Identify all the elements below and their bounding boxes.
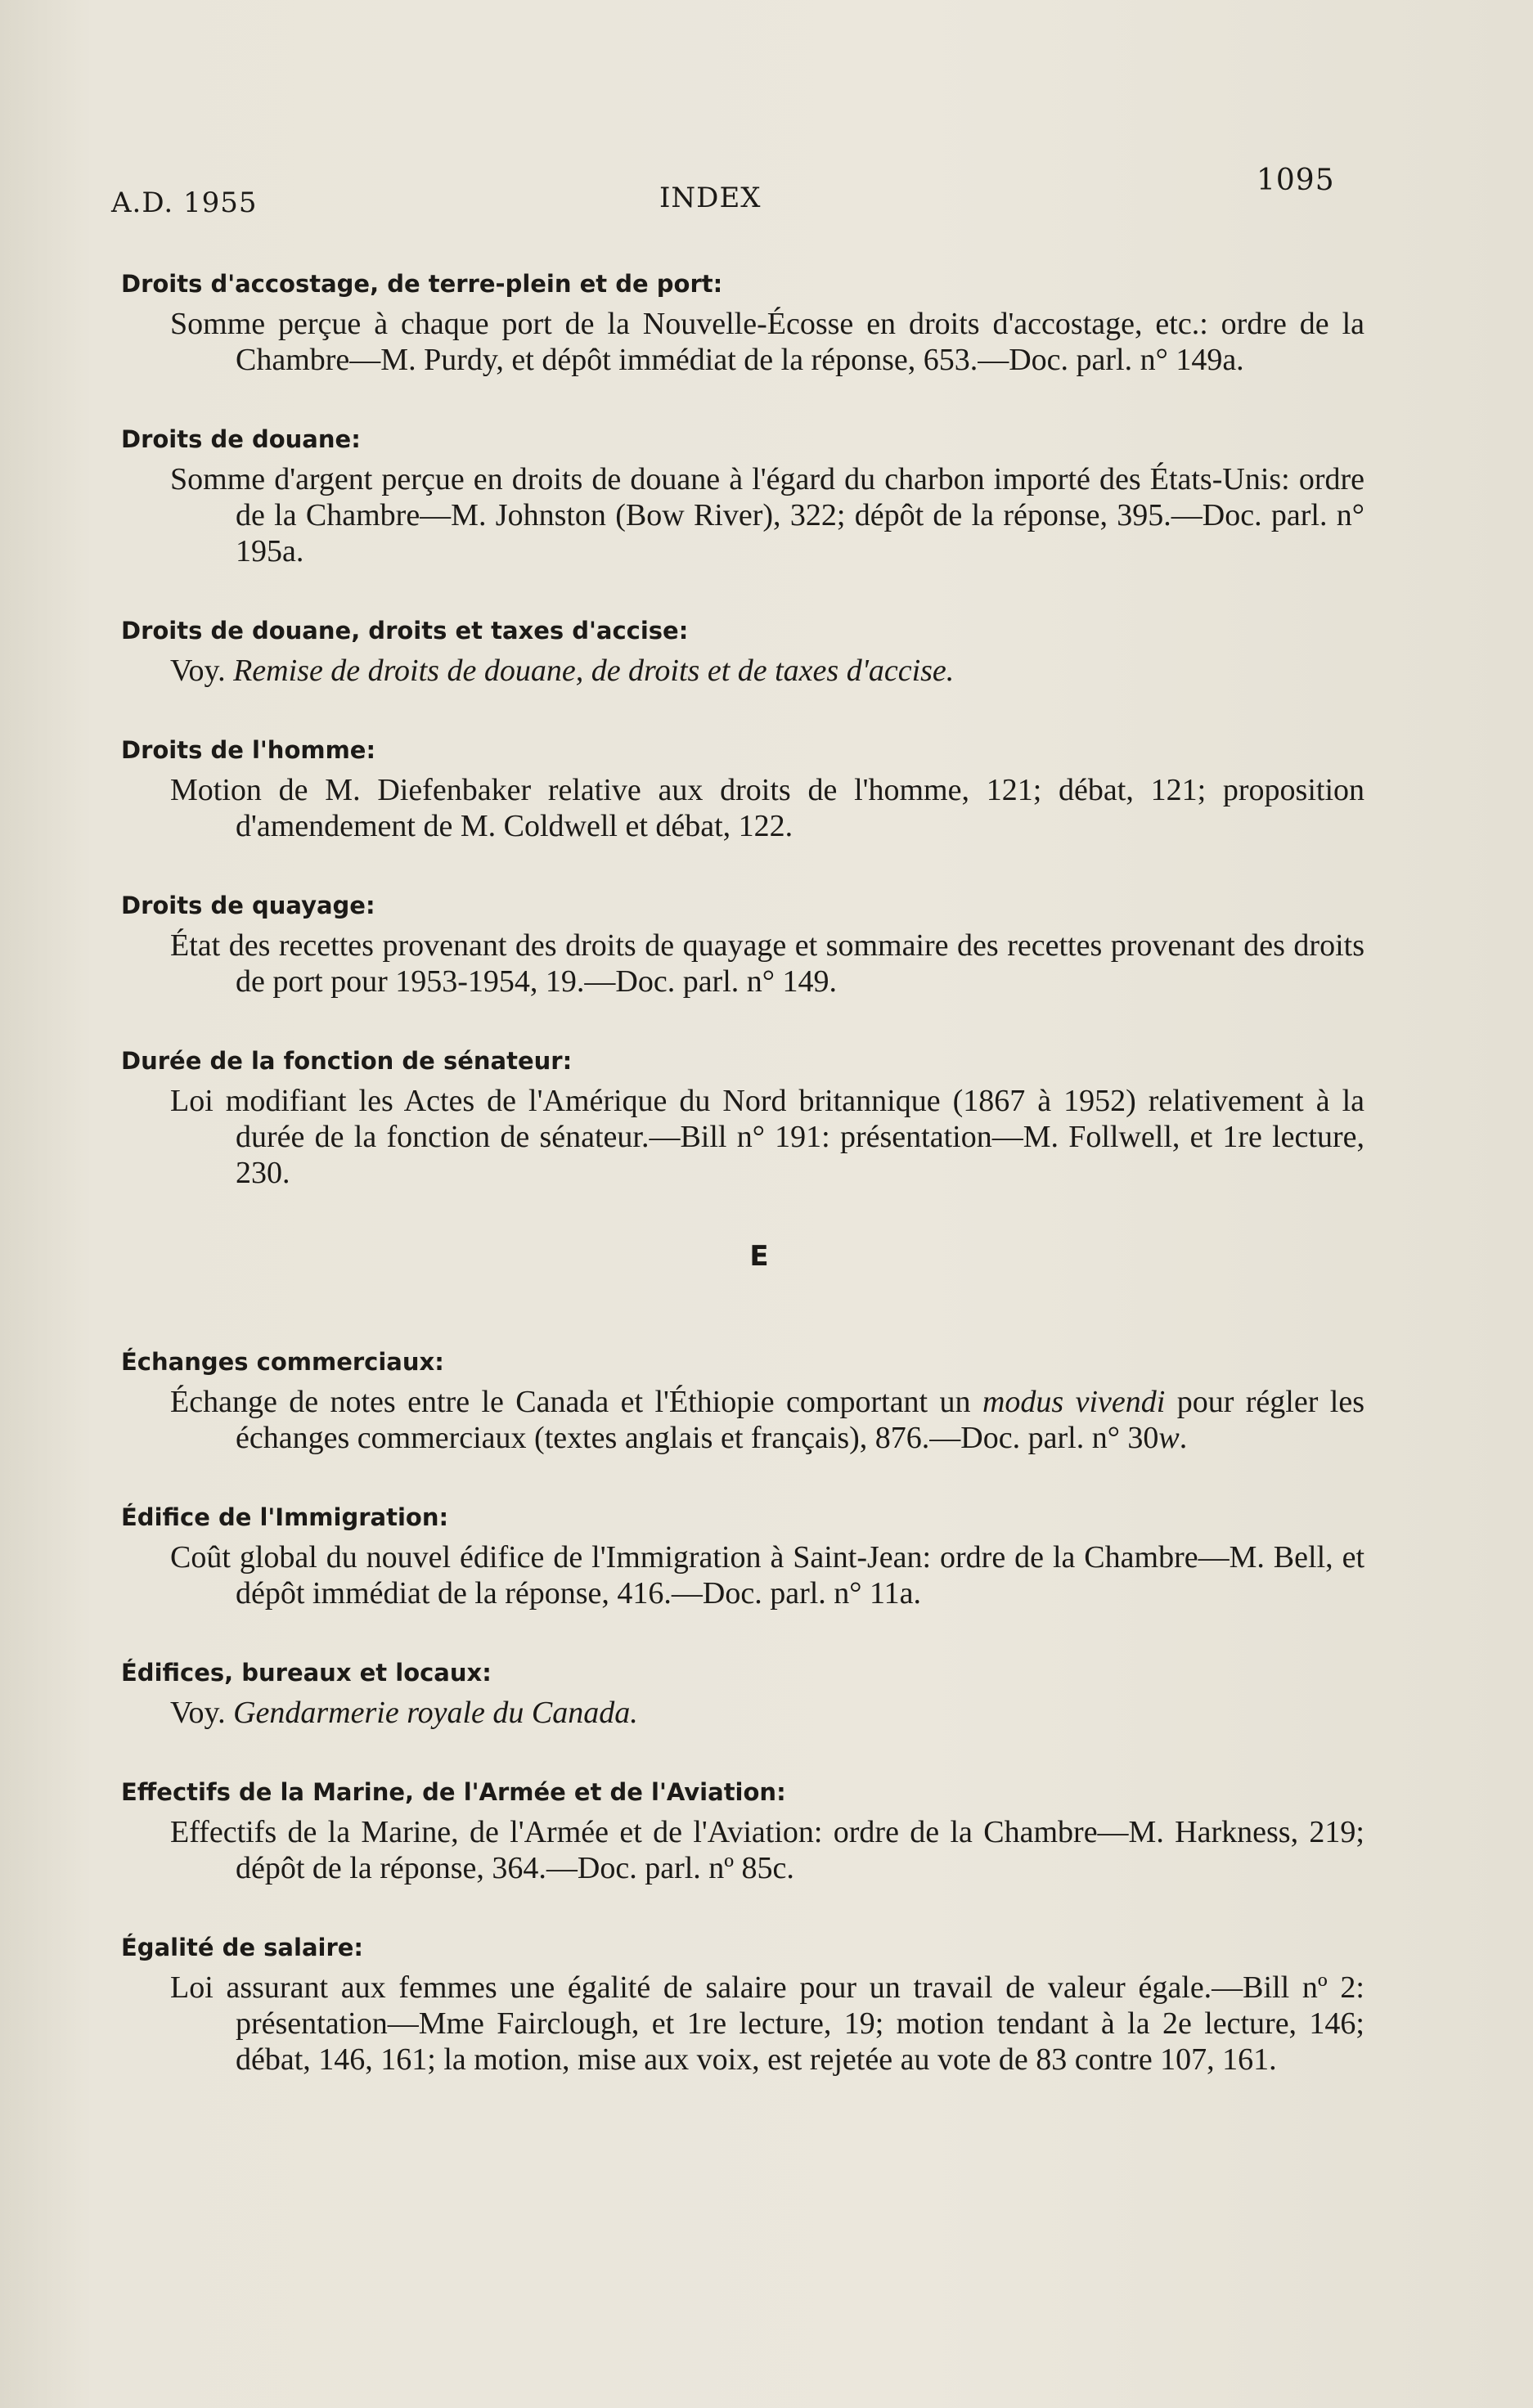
- page-header-year: A.D. 1955: [111, 186, 258, 219]
- entry-heading: Droits de l'homme:: [121, 736, 376, 764]
- index-entry: [121, 736, 1364, 844]
- page-number: 1095: [1257, 164, 1335, 197]
- entry-italic-text: modus vivendi: [982, 1385, 1166, 1419]
- index-entry: [121, 270, 1364, 378]
- index-entry: [121, 1047, 1364, 1191]
- index-entry: [121, 1659, 1364, 1731]
- index-entry: [121, 1934, 1364, 2078]
- entry-heading: Égalité de salaire:: [121, 1934, 364, 1961]
- entry-heading: Droits de douane, droits et taxes d'accise:: [121, 617, 689, 645]
- entry-body: Loi modifiant les Actes de l'Amérique du Nord britannique (1867 à 1952) relativement à la durée de la fonction de sénateur.—Bill n° 191: présentation—M. Follwell, et 1re lecture, 230.: [170, 1084, 1364, 1190]
- entry-body: Somme perçue à chaque port de la Nouvelle-Écosse en droits d'accostage, etc.: ordre de la Chambre—M. Purdy, et dépôt immédiat de la réponse, 653.—Doc. parl. n° 149a.: [170, 307, 1364, 377]
- entry-text: pour régler les échanges commerciaux (textes anglais et français), 876.—Doc. parl. n° 30: [236, 1385, 1364, 1455]
- entry-text: .: [1179, 1421, 1188, 1455]
- index-content: [121, 270, 1364, 2125]
- entry-heading: Effectifs de la Marine, de l'Armée et de l'Aviation:: [121, 1778, 786, 1806]
- entry-body: [121, 653, 1364, 689]
- index-entry: [121, 425, 1364, 569]
- entry-body: Motion de M. Diefenbaker relative aux droits de l'homme, 121; débat, 121; proposition d'amendement de M. Coldwell et débat, 122.: [170, 773, 1364, 843]
- index-entry: [121, 892, 1364, 1000]
- entry-heading: Droits de quayage:: [121, 892, 375, 919]
- entry-heading: Droits de douane:: [121, 425, 361, 453]
- page-header-title: INDEX: [659, 182, 762, 214]
- entry-text: Échange de notes entre le Canada et l'Éthiopie comportant un: [170, 1385, 982, 1419]
- section-letter: E: [749, 1240, 769, 1273]
- cross-reference: Gendarmerie royale du Canada.: [233, 1696, 638, 1730]
- entry-body: [121, 1384, 1364, 1456]
- entry-heading: Échanges commerciaux:: [121, 1348, 444, 1376]
- entry-heading: Édifice de l'Immigration:: [121, 1503, 449, 1531]
- index-entry: [121, 1348, 1364, 1456]
- entry-heading: Durée de la fonction de sénateur:: [121, 1047, 573, 1075]
- entry-body: Loi assurant aux femmes une égalité de salaire pour un travail de valeur égale.—Bill nº 2: présentation—Mme Fairclough, et 1re lecture, 19; motion tendant à la 2e lecture, 146; débat, 146, 161; la motion, mise aux voix, est rejetée au vote de 83 contre 107, 161.: [170, 1970, 1364, 2077]
- see-also-prefix: Voy.: [170, 654, 234, 688]
- index-entry: [121, 617, 1364, 689]
- entry-body: [121, 1695, 1364, 1731]
- see-also-prefix: Voy.: [170, 1696, 234, 1730]
- entry-body: Effectifs de la Marine, de l'Armée et de l'Aviation: ordre de la Chambre—M. Harkness, 219; dépôt de la réponse, 364.—Doc. parl. nº 85c.: [170, 1815, 1364, 1885]
- entry-heading: Droits d'accostage, de terre-plein et de port:: [121, 270, 723, 298]
- entry-body: État des recettes provenant des droits de quayage et sommaire des recettes provenant des droits de port pour 1953-1954, 19.—Doc. parl. n° 149.: [170, 928, 1364, 999]
- entry-heading: Édifices, bureaux et locaux:: [121, 1659, 492, 1687]
- index-entry: [121, 1503, 1364, 1611]
- cross-reference: Remise de droits de douane, de droits et de taxes d'accise.: [233, 654, 955, 688]
- index-entry: [121, 1778, 1364, 1886]
- entry-body: Coût global du nouvel édifice de l'Immigration à Saint-Jean: ordre de la Chambre—M. Bell, et dépôt immédiat de la réponse, 416.—Doc. parl. n° 11a.: [170, 1540, 1364, 1611]
- entry-body: Somme d'argent perçue en droits de douane à l'égard du charbon importé des États-Unis: ordre de la Chambre—M. Johnston (Bow River), 322; dépôt de la réponse, 395.—Doc. parl. n° 195a.: [170, 462, 1364, 568]
- entry-italic-text: w: [1158, 1421, 1180, 1455]
